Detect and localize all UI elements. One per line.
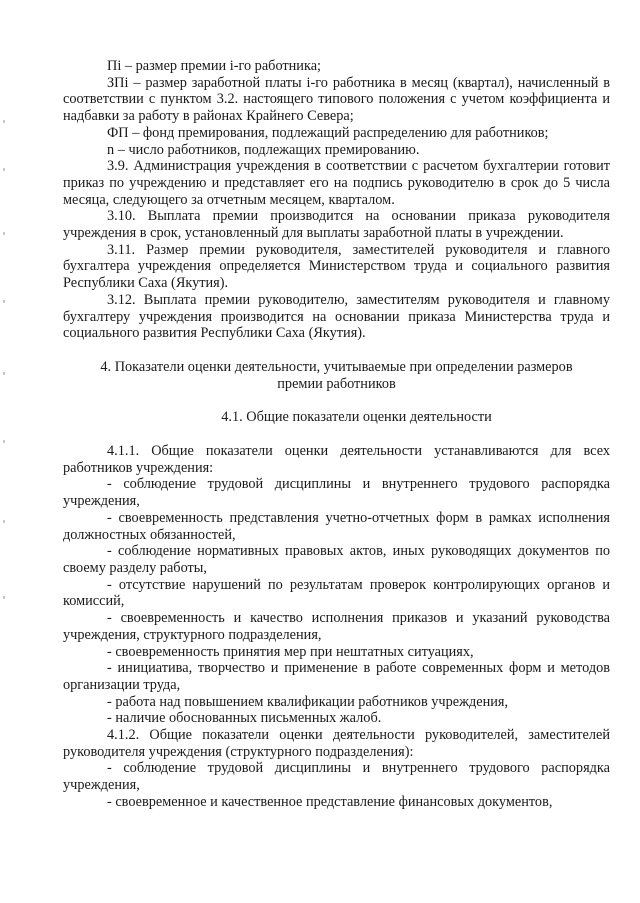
list-item: - соблюдение нормативных правовых актов, иных руководящих документов по своему разделу работы, (63, 543, 610, 576)
definition-pi: Пi – размер премии i-го работника; (107, 58, 322, 74)
section-4-title-line2: премии работников (277, 375, 396, 392)
section-4-title (63, 359, 610, 392)
definition-n: n – число работников, подлежащих премированию. (107, 141, 420, 158)
clause-4-1-2-intro: 4.1.2. Общие показатели оценки деятельности руководителей, заместителей руководителя учреждения (структурного подразделения): (63, 727, 610, 760)
clause-3-11: 3.11. Размер премии руководителя, заместителей руководителя и главного бухгалтера учреждения определяется Министерством труда и социального развития Республики Саха (Якутия). (63, 241, 610, 292)
list-item: - своевременность и качество исполнения приказов и указаний руководства учреждения, структурного подразделения, (63, 610, 610, 643)
scan-edge-marks (3, 0, 7, 903)
list-item: - отсутствие нарушений по результатам проверок контролирующих органов и комиссий, (63, 576, 610, 610)
clause-4-1-1-intro: 4.1.1. Общие показатели оценки деятельности устанавливаются для всех работников учреждения: (63, 443, 610, 476)
list-item: - наличие обоснованных письменных жалоб. (107, 710, 382, 727)
definition-fp: ФП – фонд премирования, подлежащий распределению для работников; (107, 124, 549, 141)
list-item: - своевременность представления учетно-отчетных форм в рамках исполнения должностных обязанностей, (63, 509, 610, 543)
clause-3-10: 3.10. Выплата премии производится на основании приказа руководителя учреждения в срок, установленный для выплаты заработной платы в учреждении. (63, 208, 610, 242)
list-item: - своевременное и качественное представление финансовых документов, (107, 793, 553, 810)
list-item: - инициатива, творчество и применение в работе современных форм и методов организации труда, (63, 660, 610, 693)
section-4-title-line1: 4. Показатели оценки деятельности, учитываемые при определении размеров (100, 358, 573, 375)
definition-zpi: ЗПi – размер заработной платы i-го работника в месяц (квартал), начисленный в соответствии с пунктом 3.2. настоящего типового положения с учетом коэффициента и надбавки за работу в районах Крайнего Севера; (63, 74, 610, 125)
section-4-1-title: 4.1. Общие показатели оценки деятельности (221, 409, 492, 426)
list-item: - работа над повышением квалификации работников учреждения, (107, 693, 509, 710)
list-item: - своевременность принятия мер при нештатных ситуациях, (107, 643, 474, 660)
list-item: - соблюдение трудовой дисциплины и внутреннего трудового распорядка учреждения, (63, 476, 610, 510)
clause-3-12: 3.12. Выплата премии руководителю, заместителям руководителя и главному бухгалтеру учреждения производится на основании приказа Министерства труда и социального развития Республики Саха (Якутия). (63, 291, 610, 342)
document-page (63, 58, 610, 811)
list-item: - соблюдение трудовой дисциплины и внутреннего трудового распорядка учреждения, (63, 760, 610, 794)
clause-3-9: 3.9. Администрация учреждения в соответствии с расчетом бухгалтерии готовит приказ по учреждению и представляет его на подпись руководителю в срок до 5 числа месяца, следующего за отчетным месяцем, кварталом. (63, 158, 610, 208)
